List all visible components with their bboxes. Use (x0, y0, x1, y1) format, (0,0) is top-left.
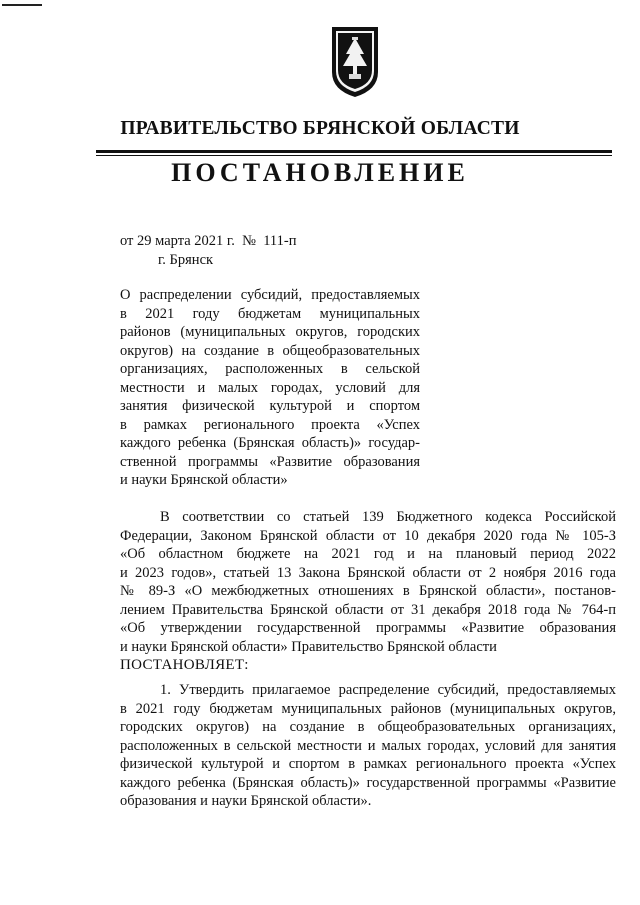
item-line: физической культурой и спортом в рамках регионального проекта «Успех (120, 756, 616, 772)
subject-line: занятия физической культурой и спортом (120, 398, 420, 414)
subject-line: в рамках регионального проекта «Успех (120, 416, 420, 433)
preamble-line: № 89-З «О межбюджетных отношениях в Брянской области», постанов- (120, 583, 616, 599)
subject-line: районов (муниципальных округов, городских (120, 324, 420, 340)
preamble-line: и 2023 годов», статьей 13 Закона Брянской области от 2 ноября 2016 года (120, 564, 616, 581)
item-line: в 2021 году бюджетам муниципальных районов (муниципальных округов, (120, 700, 616, 717)
resolution-item-1 (120, 681, 616, 811)
item-line: каждого ребенка (Брянская область)» государственной программы «Развитие (120, 774, 616, 791)
subject-line: и науки Брянской области» (120, 472, 288, 488)
coat-of-arms-icon (329, 24, 381, 100)
header-rule-thin (96, 155, 612, 156)
document-subject (120, 286, 420, 490)
preamble-line: В соответствии со статьей 139 Бюджетного кодекса Российской (160, 509, 616, 525)
date-and-number: от 29 марта 2021 г. № 111-п (120, 233, 297, 249)
subject-line: местности и малых городах, условий для (120, 379, 420, 396)
subject-line: в 2021 году бюджетам муниципальных (120, 305, 420, 322)
header-rule-thick (96, 150, 612, 153)
subject-line: ственной программы «Развитие образования (120, 453, 420, 470)
preamble-line: «Об утверждении государственной программы «Развитие образования (120, 620, 616, 636)
subject-line: организациях, расположенных в сельской (120, 361, 420, 377)
city: г. Брянск (158, 252, 214, 268)
item-line: 1. Утвердить прилагаемое распределение субсидий, предоставляемых (160, 682, 616, 698)
organization-title: ПРАВИТЕЛЬСТВО БРЯНСКОЙ ОБЛАСТИ (120, 118, 520, 139)
preamble-line: лением Правительства Брянской области от 31 декабря 2018 года № 764-п (120, 601, 616, 618)
document-type: ПОСТАНОВЛЕНИЕ (171, 158, 469, 187)
item-line: образования и науки Брянской области». (120, 793, 372, 809)
item-line: расположенных в сельской местности и малых городах, условий для занятия (120, 737, 616, 754)
scan-corner-mark (2, 4, 42, 6)
subject-line: О распределении субсидий, предоставляемых (120, 287, 420, 303)
item-line: городских округов) на создание в общеобразовательных организациях, (120, 719, 616, 735)
subject-line: округов) на создание в общеобразовательных (120, 342, 420, 359)
preamble (120, 508, 616, 675)
subject-line: каждого ребенка (Брянская область)» государ- (120, 435, 420, 451)
preamble-line: «Об областном бюджете на 2021 год и на плановый период 2022 (120, 546, 616, 562)
preamble-line: Федерации, Законом Брянской области от 10 декабря 2020 года № 105-З (120, 527, 616, 544)
resolves-heading: ПОСТАНОВЛЯЕТ: (120, 657, 249, 673)
preamble-line: и науки Брянской области» Правительство Брянской области (120, 638, 497, 655)
